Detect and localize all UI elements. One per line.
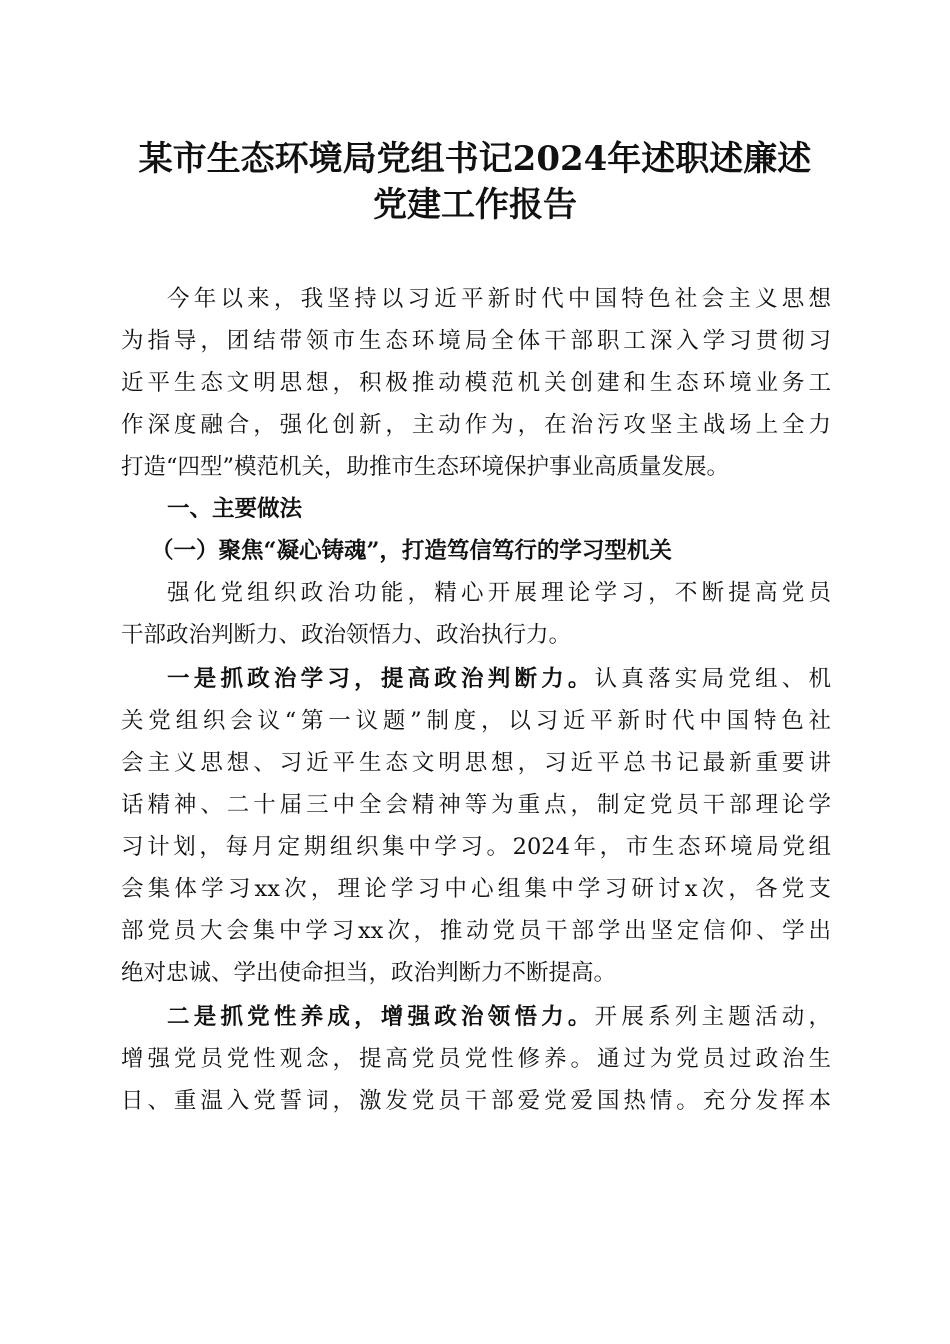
point-1-first-rest: 认真落实局党组、机 <box>594 666 831 692</box>
paragraph-line: 会集体学习xx次，理论学习中心组集中学习研讨x次，各党支 <box>121 876 831 902</box>
point-1-paragraph <box>121 658 831 994</box>
section-heading: 一、主要做法 <box>167 496 303 522</box>
paragraph-line: 为指导，团结带领市生态环境局全体干部职工深入学习贯彻习 <box>121 328 831 354</box>
paragraph-line: 话精神、二十届三中全会精神等为重点，制定党员干部理论学 <box>121 792 831 818</box>
paragraph-line: 强化党组织政治功能，精心开展理论学习，不断提高党员 <box>167 580 831 606</box>
point-2-lead: 二是抓党性养成，增强政治领悟力。 <box>167 1004 595 1030</box>
point-1-lead: 一是抓政治学习，提高政治判断力。 <box>167 666 595 692</box>
document-body <box>121 278 831 1122</box>
paragraph-line: 会主义思想、习近平生态文明思想，习近平总书记最新重要讲 <box>121 750 831 776</box>
point-2-paragraph <box>121 996 831 1122</box>
paragraph-line: 作深度融合，强化创新，主动作为，在治污攻坚主战场上全力 <box>121 412 831 438</box>
paragraph-line: 打造“四型”模范机关，助推市生态环境保护事业高质量发展。 <box>121 454 730 480</box>
subsection-intro-paragraph <box>121 572 831 656</box>
point-2-first-rest: 开展系列主题活动， <box>594 1004 831 1030</box>
subsection-heading: （一）聚焦“凝心铸魂”，打造笃信笃行的学习型机关 <box>151 538 672 564</box>
paragraph-line: 部党员大会集中学习xx次，推动党员干部学出坚定信仰、学出 <box>121 918 831 944</box>
intro-paragraph <box>121 278 831 488</box>
document-title <box>110 136 840 228</box>
paragraph-line: 绝对忠诚、学出使命担当，政治判断力不断提高。 <box>121 960 617 986</box>
title-line-2: 党建工作报告 <box>373 185 577 225</box>
paragraph-line: 今年以来，我坚持以习近平新时代中国特色社会主义思想 <box>167 286 831 312</box>
paragraph-line <box>121 658 831 700</box>
paragraph-line: 干部政治判断力、政治领悟力、政治执行力。 <box>121 622 572 648</box>
paragraph-line: 增强党员党性观念，提高党员党性修养。通过为党员过政治生 <box>121 1046 831 1072</box>
paragraph-line: 日、重温入党誓词，激发党员干部爱党爱国热情。充分发挥本 <box>121 1088 831 1114</box>
paragraph-line: 关党组织会议“第一议题”制度，以习近平新时代中国特色社 <box>121 708 831 734</box>
title-line-1: 某市生态环境局党组书记2024年述职述廉述 <box>138 139 812 179</box>
paragraph-line <box>121 996 831 1038</box>
paragraph-line: 习计划，每月定期组织集中学习。2024年，市生态环境局党组 <box>121 834 831 860</box>
paragraph-line: 近平生态文明思想，积极推动模范机关创建和生态环境业务工 <box>121 370 831 396</box>
